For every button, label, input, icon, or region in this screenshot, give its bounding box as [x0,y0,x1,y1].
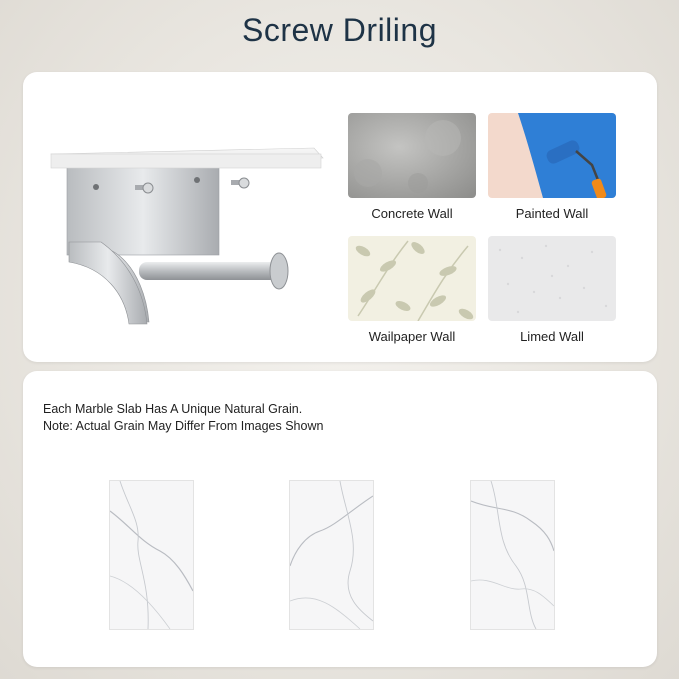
concrete-wall-option [348,113,476,221]
limed-texture [488,236,616,321]
marble-slab-image [110,481,193,629]
wallpaper-wall-option [348,236,476,344]
painted-texture [488,113,616,198]
wall-label: Wailpaper Wall [368,329,456,344]
marble-slab-image [471,481,554,629]
page-title: Screw Driling [242,12,437,48]
wall-label: Painted Wall [515,206,589,221]
marble-note-line-2: Note: Actual Grain May Differ From Images Shown [43,419,324,433]
wall-types-panel [23,72,657,362]
toilet-paper-holder-image [49,112,329,352]
concrete-texture [348,113,476,198]
painted-wall-option [488,113,616,221]
wall-label: Concrete Wall [371,206,453,221]
marble-note-line-1: Each Marble Slab Has A Unique Natural Grain. [43,402,303,416]
wall-label: Limed Wall [520,329,584,344]
marble-panel [23,371,657,667]
wallpaper-texture [348,236,476,321]
limed-wall-option [488,236,616,344]
marble-slab-image [290,481,373,629]
marble-note [43,401,323,435]
